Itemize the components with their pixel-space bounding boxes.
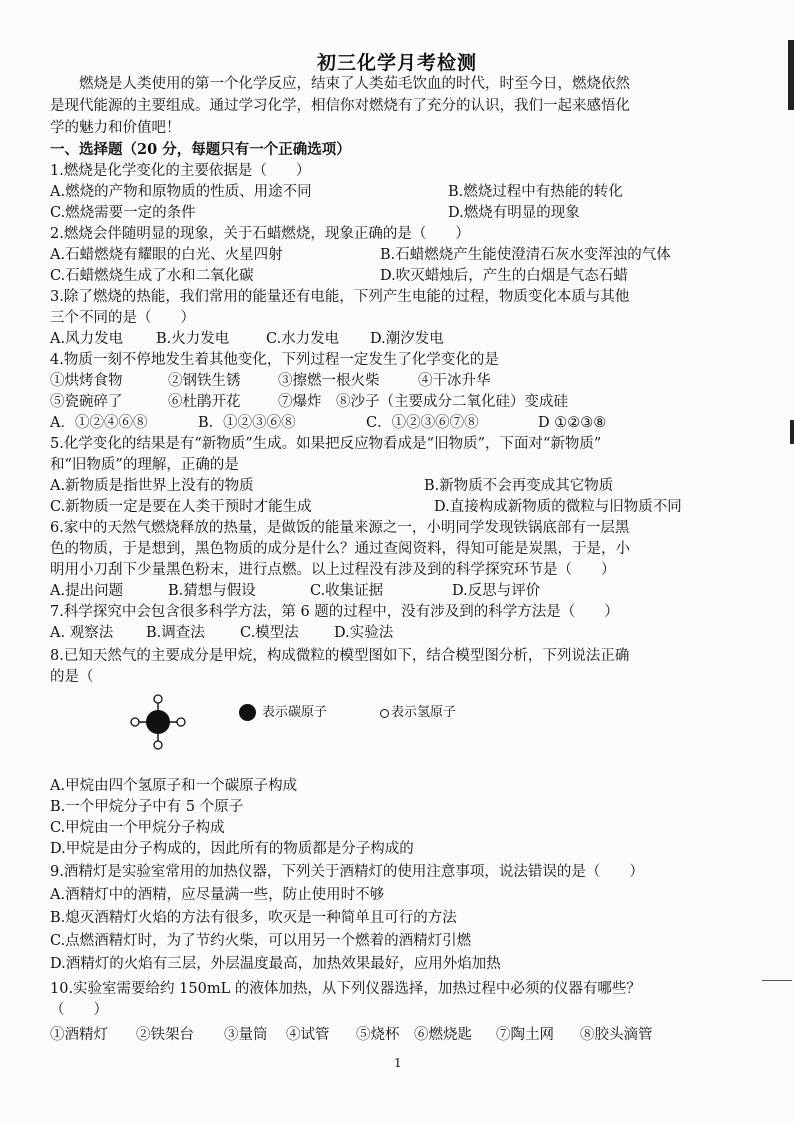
methane-molecule-model — [128, 692, 188, 752]
q3-stem-2: 三个不同的是（ ） — [50, 310, 195, 326]
q4-item-7: ⑦爆炸 — [278, 394, 322, 410]
q3-option-c: C.水力发电 — [266, 331, 340, 347]
q10-item-5: ⑤烧杯 — [356, 1027, 400, 1043]
q9-stem: 9.酒精灯是实验室常用的加热仪器，下列关于酒精灯的使用注意事项，说法错误的是（ ） — [50, 864, 644, 880]
q3-option-a: A.风力发电 — [50, 331, 124, 347]
q7-option-d: D.实验法 — [334, 625, 394, 641]
q4-item-8: ⑧沙子（主要成分二氧化硅）变成硅 — [336, 394, 568, 410]
q1-stem: 1.燃烧是化学变化的主要依据是（ ） — [50, 163, 311, 179]
hydrogen-atom-top — [154, 695, 162, 703]
q10-item-1: ①酒精灯 — [50, 1027, 108, 1043]
hydrogen-atom-left — [131, 718, 139, 726]
q5-stem-2: 和“旧物质”的理解，正确的是 — [50, 457, 239, 473]
q4-option-b: B．①②③⑥⑧ — [198, 415, 296, 431]
q3-option-d: D.潮汐发电 — [370, 331, 444, 347]
q9-option-a: A.酒精灯中的酒精，应尽量满一些，防止使用时不够 — [50, 887, 385, 903]
q3-stem-1: 3.除了燃烧的热能，我们常用的能量还有电能，下列产生电能的过程，物质变化本质与其他 — [50, 289, 630, 305]
page-title: 初三化学月考检测 — [316, 52, 477, 74]
section-heading: 一、选择题（20 分，每题只有一个正确选项） — [50, 141, 351, 158]
intro-line-1: 燃烧是人类使用的第一个化学反应，结束了人类茹毛饮血的时代，时至今日，燃烧依然 — [50, 76, 630, 92]
q1-option-b: B.燃烧过程中有热能的转化 — [448, 184, 623, 200]
hydrogen-legend-label: 表示氢原子 — [391, 705, 457, 720]
q6-option-a: A.提出问题 — [50, 583, 124, 599]
q7-option-b: B.调查法 — [146, 625, 205, 641]
q4-option-c: C．①②③⑥⑦⑧ — [366, 415, 479, 431]
q2-option-b: B.石蜡燃烧产生能使澄清石灰水变浑浊的气体 — [380, 247, 671, 263]
q10-item-6: ⑥燃烧匙 — [414, 1027, 472, 1043]
q7-option-c: C.模型法 — [240, 625, 299, 641]
q5-option-c: C.新物质一定是要在人类干预时才能生成 — [50, 499, 312, 515]
q4-option-a: A．①②④⑥⑧ — [50, 415, 148, 431]
q5-stem-1: 5.化学变化的结果是有“新物质”生成。如果把反应物看成是“旧物质”，下面对“新物质” — [50, 436, 602, 452]
q2-stem: 2.燃烧会伴随明显的现象，关于石蜡燃烧，现象正确的是（ ） — [50, 226, 470, 242]
q6-stem-3: 明用小刀刮下少量黑色粉末，进行点燃。以上过程没有涉及到的科学探究环节是（ ） — [50, 562, 616, 578]
q9-option-d: D.酒精灯的火焰有三层，外层温度最高，加热效果最好，应用外焰加热 — [50, 956, 501, 972]
q6-stem-1: 6.家中的天然气燃烧释放的热量，是做饭的能量来源之一，小明同学发现铁锅底部有一层黑 — [50, 520, 630, 536]
q4-item-6: ⑥杜鹃开花 — [168, 394, 241, 410]
q8-option-c: C.甲烷由一个甲烷分子构成 — [50, 820, 225, 836]
q6-option-b: B.猜想与假设 — [168, 583, 256, 599]
q10-stem-2: （ ） — [50, 1002, 108, 1018]
q10-item-8: ⑧胶头滴管 — [580, 1027, 653, 1043]
q5-option-d: D.直接构成新物质的微粒与旧物质不同 — [434, 499, 682, 515]
q8-option-b: B.一个甲烷分子中有 5 个原子 — [50, 799, 244, 815]
q8-stem-1: 8.已知天然气的主要成分是甲烷，构成微粒的模型图如下，结合模型图分析，下列说法正确 — [50, 648, 630, 664]
q9-option-c: C.点燃酒精灯时，为了节约火柴，可以用另一个燃着的酒精灯引燃 — [50, 933, 472, 949]
hydrogen-atom-bottom — [154, 741, 162, 749]
hydrogen-atom-right — [177, 718, 185, 726]
carbon-legend-label: 表示碳原子 — [262, 705, 328, 720]
intro-line-3: 学的魅力和价值吧！ — [50, 120, 181, 136]
q10-item-2: ②铁架台 — [136, 1027, 194, 1043]
q8-option-d: D.甲烷是由分子构成的，因此所有的物质都是分子构成的 — [50, 841, 414, 857]
scan-edge-mark — [762, 980, 792, 981]
q10-item-4: ④试管 — [286, 1027, 330, 1043]
q5-option-a: A.新物质是指世界上没有的物质 — [50, 478, 254, 494]
q4-item-3: ③擦燃一根火柴 — [278, 373, 380, 389]
q3-option-b: B.火力发电 — [156, 331, 230, 347]
q2-option-d: D.吹灭蜡烛后，产生的白烟是气态石蜡 — [380, 268, 628, 284]
q4-stem: 4.物质一刻不停地发生着其他变化，下列过程一定发生了化学变化的是 — [50, 352, 499, 368]
q1-option-d: D.燃烧有明显的现象 — [448, 205, 580, 221]
q4-option-d: D ①②③⑧ — [538, 415, 607, 431]
q1-option-a: A.燃烧的产物和原物质的性质、用途不同 — [50, 184, 312, 200]
q4-item-2: ②钢铁生锈 — [168, 373, 241, 389]
q6-option-c: C.收集证据 — [310, 583, 384, 599]
q9-option-b: B.熄灭酒精灯火焰的方法有很多，吹灭是一种简单且可行的方法 — [50, 910, 457, 926]
carbon-legend-marker — [239, 704, 256, 721]
q10-stem-1: 10.实验室需要给约 150mL 的液体加热，从下列仪器选择，加热过程中必须的仪器有哪些？ — [50, 981, 641, 997]
q8-option-a: A.甲烷由四个氢原子和一个碳原子构成 — [50, 778, 298, 794]
q7-stem: 7.科学探究中会包含很多科学方法，第 6 题的过程中，没有涉及到的科学方法是（ ） — [50, 604, 619, 620]
q4-item-1: ①烘烤食物 — [50, 373, 123, 389]
q10-item-7: ⑦陶土网 — [496, 1027, 554, 1043]
q6-stem-2: 色的物质，于是想到，黑色物质的成分是什么？通过查阅资料，得知可能是炭黑，于是，小 — [50, 541, 630, 557]
carbon-atom — [146, 710, 170, 734]
q5-option-b: B.新物质不会再变成其它物质 — [424, 478, 614, 494]
scan-edge-mark — [788, 40, 794, 110]
scan-edge-mark — [790, 420, 794, 444]
q8-stem-2: 的是（ — [50, 669, 94, 685]
q4-item-4: ④干冰升华 — [418, 373, 491, 389]
q1-option-c: C.燃烧需要一定的条件 — [50, 205, 196, 221]
q7-option-a: A. 观察法 — [50, 625, 114, 641]
q2-option-c: C.石蜡燃烧生成了水和二氧化碳 — [50, 268, 254, 284]
page-number: 1 — [394, 1056, 402, 1070]
q6-option-d: D.反思与评价 — [452, 583, 541, 599]
q4-item-5: ⑤瓷碗碎了 — [50, 394, 123, 410]
q2-option-a: A.石蜡燃烧有耀眼的白光、火星四射 — [50, 247, 283, 263]
intro-line-2: 是现代能源的主要组成。通过学习化学，相信你对燃烧有了充分的认识，我们一起来感悟化 — [50, 98, 630, 114]
hydrogen-legend-marker — [380, 709, 389, 718]
q10-item-3: ③量筒 — [224, 1027, 268, 1043]
